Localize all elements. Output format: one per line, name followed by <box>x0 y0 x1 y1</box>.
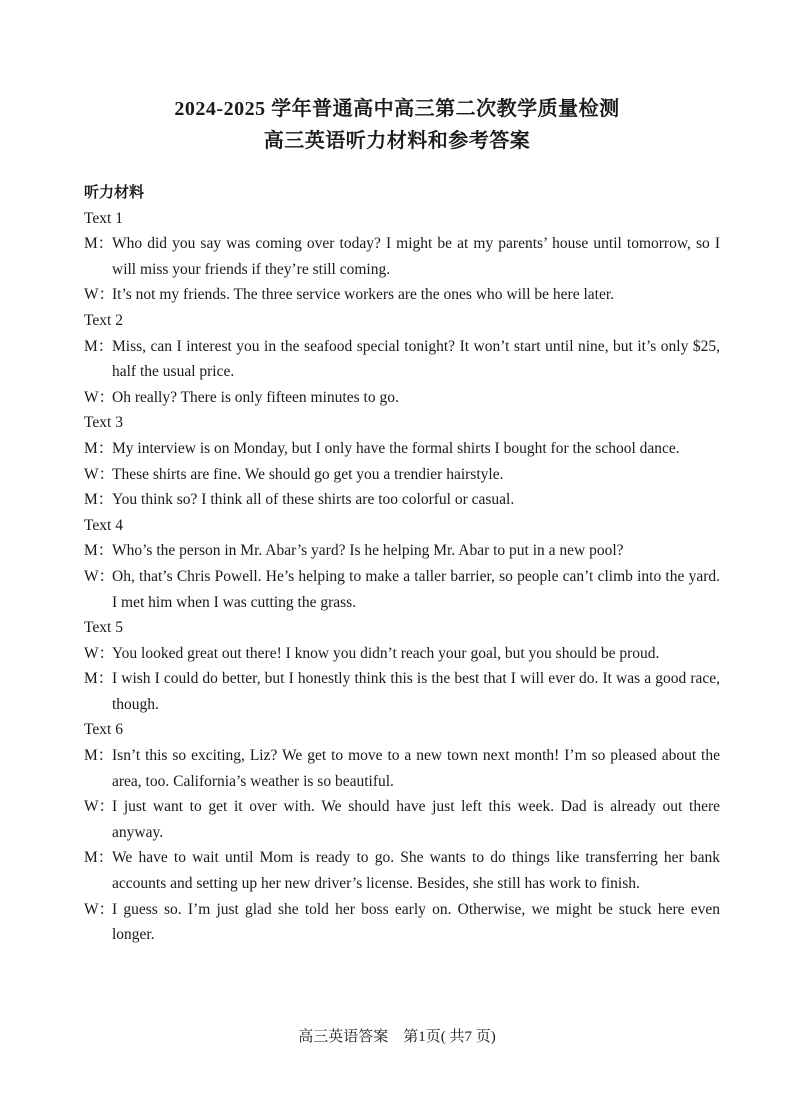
dialogue-line <box>84 436 720 462</box>
transcript-body <box>84 180 720 948</box>
speaker-label: W： <box>84 798 115 816</box>
speaker-label: M： <box>84 439 114 457</box>
dialogue-line <box>84 487 720 513</box>
speaker-label: W： <box>84 286 115 304</box>
text-label: Text 4 <box>84 516 123 534</box>
dialogue-line <box>84 794 720 845</box>
dialogue-text: You looked great out there! I know you didn’t reach your goal, but you should be proud. <box>112 644 660 662</box>
text-block-1 <box>84 206 720 308</box>
dialogue-line <box>84 743 720 794</box>
dialogue-text: Oh really? There is only fifteen minutes to go. <box>112 388 399 406</box>
speaker-label: W： <box>84 388 115 406</box>
dialogue-line <box>84 462 720 488</box>
dialogue-line <box>84 385 720 411</box>
page-footer: 高三英语答案 第1页( 共7 页) <box>298 1029 496 1045</box>
document-subtitle: 高三英语听力材料和参考答案 <box>263 130 531 152</box>
dialogue-text: It’s not my friends. The three service workers are the ones who will be here later. <box>112 286 615 304</box>
dialogue-line <box>84 897 720 948</box>
dialogue-text: Who’s the person in Mr. Abar’s yard? Is he helping Mr. Abar to put in a new pool? <box>112 542 624 560</box>
speaker-label: M： <box>84 670 114 688</box>
speaker-label: W： <box>84 644 115 662</box>
dialogue-line <box>84 538 720 564</box>
text-label: Text 6 <box>84 721 123 739</box>
dialogue-text: We have to wait until Mom is ready to go. She wants to do things like transferring her bank accounts and setting up her new driver’s license. Besides, she still has work to finish. <box>112 849 720 893</box>
dialogue-text: I wish I could do better, but I honestly think this is the best that I will ever do. It was a good race, though. <box>112 670 720 713</box>
text-label: Text 5 <box>84 619 123 637</box>
speaker-label: M： <box>84 235 114 253</box>
text-block-2 <box>84 308 720 410</box>
dialogue-text: I just want to get it over with. We should have just left this week. Dad is already out there anyway. <box>112 798 720 841</box>
speaker-label: W： <box>84 900 115 918</box>
speaker-label: M： <box>84 491 114 509</box>
dialogue-line <box>84 282 720 308</box>
dialogue-line <box>84 564 720 615</box>
dialogue-text: I guess so. I’m just glad she told her boss early on. Otherwise, we might be stuck here even longer. <box>112 900 720 944</box>
dialogue-text: Miss, can I interest you in the seafood special tonight? It won’t start until nine, but it’s only $25, half the usual price. <box>112 337 720 381</box>
speaker-label: M： <box>84 747 114 765</box>
dialogue-line <box>84 641 720 667</box>
text-label: Text 1 <box>84 209 123 227</box>
dialogue-text: Isn’t this so exciting, Liz? We get to move to a new town next month! I’m so pleased about the area, too. California’s weather is so beautiful. <box>112 747 720 790</box>
dialogue-line <box>84 666 720 717</box>
speaker-label: M： <box>84 542 114 560</box>
speaker-label: M： <box>84 337 114 355</box>
text-label: Text 3 <box>84 414 123 432</box>
section-label: 听力材料 <box>84 183 145 201</box>
dialogue-text: Who did you say was coming over today? I might be at my parents’ house until tomorrow, so I will miss your friends if they’re still coming. <box>112 235 720 278</box>
speaker-label: W： <box>84 567 115 585</box>
dialogue-line <box>84 845 720 896</box>
text-block-4 <box>84 513 720 615</box>
dialogue-line <box>84 334 720 385</box>
dialogue-line <box>84 231 720 282</box>
dialogue-text: You think so? I think all of these shirts are too colorful or casual. <box>112 491 515 509</box>
dialogue-text: These shirts are fine. We should go get you a trendier hairstyle. <box>112 465 504 483</box>
text-block-6 <box>84 717 720 947</box>
text-block-5 <box>84 615 720 717</box>
document-title: 2024-2025 学年普通高中高三第二次教学质量检测 <box>174 98 620 120</box>
text-block-3 <box>84 410 720 512</box>
dialogue-text: My interview is on Monday, but I only have the formal shirts I bought for the school dance. <box>112 439 680 457</box>
dialogue-text: Oh, that’s Chris Powell. He’s helping to make a taller barrier, so people can’t climb into the yard. I met him when I was cutting the grass. <box>112 567 720 611</box>
speaker-label: W： <box>84 465 115 483</box>
text-label: Text 2 <box>84 311 123 329</box>
speaker-label: M： <box>84 849 114 867</box>
